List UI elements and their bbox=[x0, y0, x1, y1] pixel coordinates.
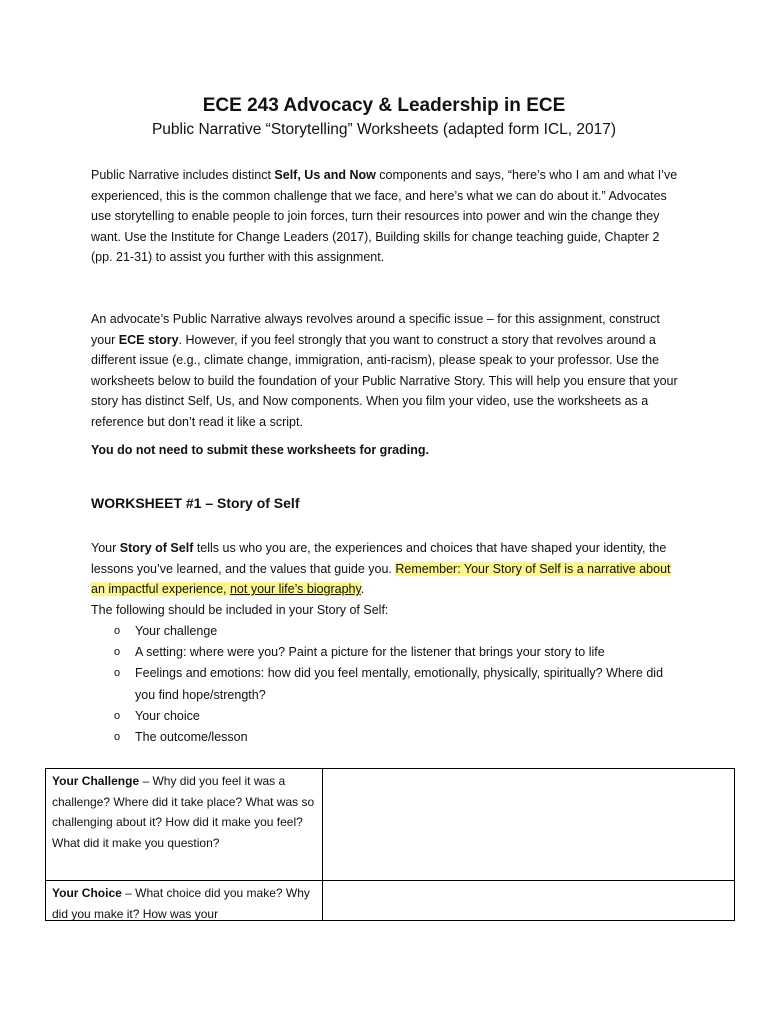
table-row bbox=[46, 769, 734, 881]
sos-text-a: Your bbox=[91, 541, 120, 555]
your-choice-label: Your Choice bbox=[52, 886, 122, 900]
list-item-text: Feelings and emotions: how did you feel mentally, emotionally, physically, spiritually? Where did you find hope/strength? bbox=[135, 666, 664, 702]
list-item-text: Your challenge bbox=[135, 624, 218, 638]
intro-p1-text-b: components and says, “here’s who I am and what I’ve experienced, this is the common challenge that we face, and here’s what we can do about it.” Advocates use storytelling to enable people to join forces, turn their resources into power and win the change they want. Use the Institute for Change Leaders (2017), Building skills for change teaching guide, Chapter 2 (pp. 21-31) to assist you further with this assignment. bbox=[91, 168, 678, 265]
your-choice-text: – What choice did you make? Why did you make it? How was your bbox=[52, 886, 310, 921]
intro-p2-bold: ECE story bbox=[118, 332, 179, 347]
intro-paragraph-2 bbox=[91, 309, 681, 433]
your-challenge-label: Your Challenge bbox=[52, 774, 140, 788]
list-item bbox=[114, 706, 684, 727]
story-elements-list bbox=[114, 621, 684, 748]
story-of-self-paragraph bbox=[91, 538, 681, 620]
list-item bbox=[114, 663, 684, 705]
intro-p2-text-a: An advocate’s Public Narrative always revolves around a specific issue – for this assignment, construct your bbox=[91, 312, 660, 347]
list-item-text: The outcome/lesson bbox=[135, 730, 248, 745]
your-challenge-prompt bbox=[46, 769, 323, 880]
your-choice-prompt bbox=[46, 881, 323, 921]
document-title: ECE 243 Advocacy & Leadership in ECE bbox=[202, 95, 566, 116]
bullet-marker: o bbox=[114, 646, 121, 659]
list-item bbox=[114, 727, 684, 748]
your-challenge-text: – Why did you feel it was a challenge? Where did it take place? What was so challenging about it? How did it make you feel? What did it make you question? bbox=[52, 774, 315, 850]
remember-highlight-text: Remember: Your Story of Self is a narrative about an impactful experience, bbox=[91, 561, 671, 597]
not-biography-underline: not your life’s biography bbox=[229, 582, 361, 597]
list-item bbox=[114, 621, 684, 642]
bullet-marker: o bbox=[114, 625, 121, 637]
intro-p1-text-a: Public Narrative includes distinct bbox=[91, 168, 275, 182]
document-subtitle: Public Narrative “Storytelling” Worksheets (adapted form ICL, 2017) bbox=[151, 121, 617, 138]
intro-p2-text-b: . However, if you feel strongly that you want to construct a story that revolves around a different issue (e.g., climate change, immigration, anti-racism), please speak to your professor. Use the worksheets below to build the foundation of your Public Narrative Story. This will help you ensure that your story has distinct Self, Us, and Now components. When you film your video, use the worksheets as a reference but don’t read it like a script. bbox=[91, 332, 678, 429]
sos-bold: Story of Self bbox=[119, 541, 194, 555]
bullet-marker: o bbox=[114, 731, 121, 744]
bullet-marker: o bbox=[114, 667, 121, 680]
intro-p1-bold: Self, Us and Now bbox=[274, 168, 376, 182]
list-item bbox=[114, 642, 684, 663]
table-row bbox=[46, 881, 734, 921]
list-item-text: A setting: where were you? Paint a picture for the listener that brings your story to life bbox=[135, 645, 605, 660]
intro-paragraph-1 bbox=[91, 165, 681, 268]
remember-end: . bbox=[360, 582, 365, 597]
your-choice-answer-cell[interactable] bbox=[323, 881, 734, 921]
included-intro: The following should be included in your Story of Self: bbox=[91, 602, 389, 617]
bullet-marker: o bbox=[114, 709, 121, 722]
sos-text-b: tells us who you are, the experiences and choices that have shaped your identity, the lessons you’ve learned, and the values that guide you. bbox=[91, 541, 667, 576]
grading-note: You do not need to submit these worksheets for grading. bbox=[91, 443, 429, 457]
worksheet-1-heading: WORKSHEET #1 – Story of Self bbox=[91, 495, 300, 511]
your-challenge-answer-cell[interactable] bbox=[323, 769, 734, 880]
worksheet-1-table bbox=[45, 768, 735, 921]
list-item-text: Your choice bbox=[135, 708, 200, 723]
